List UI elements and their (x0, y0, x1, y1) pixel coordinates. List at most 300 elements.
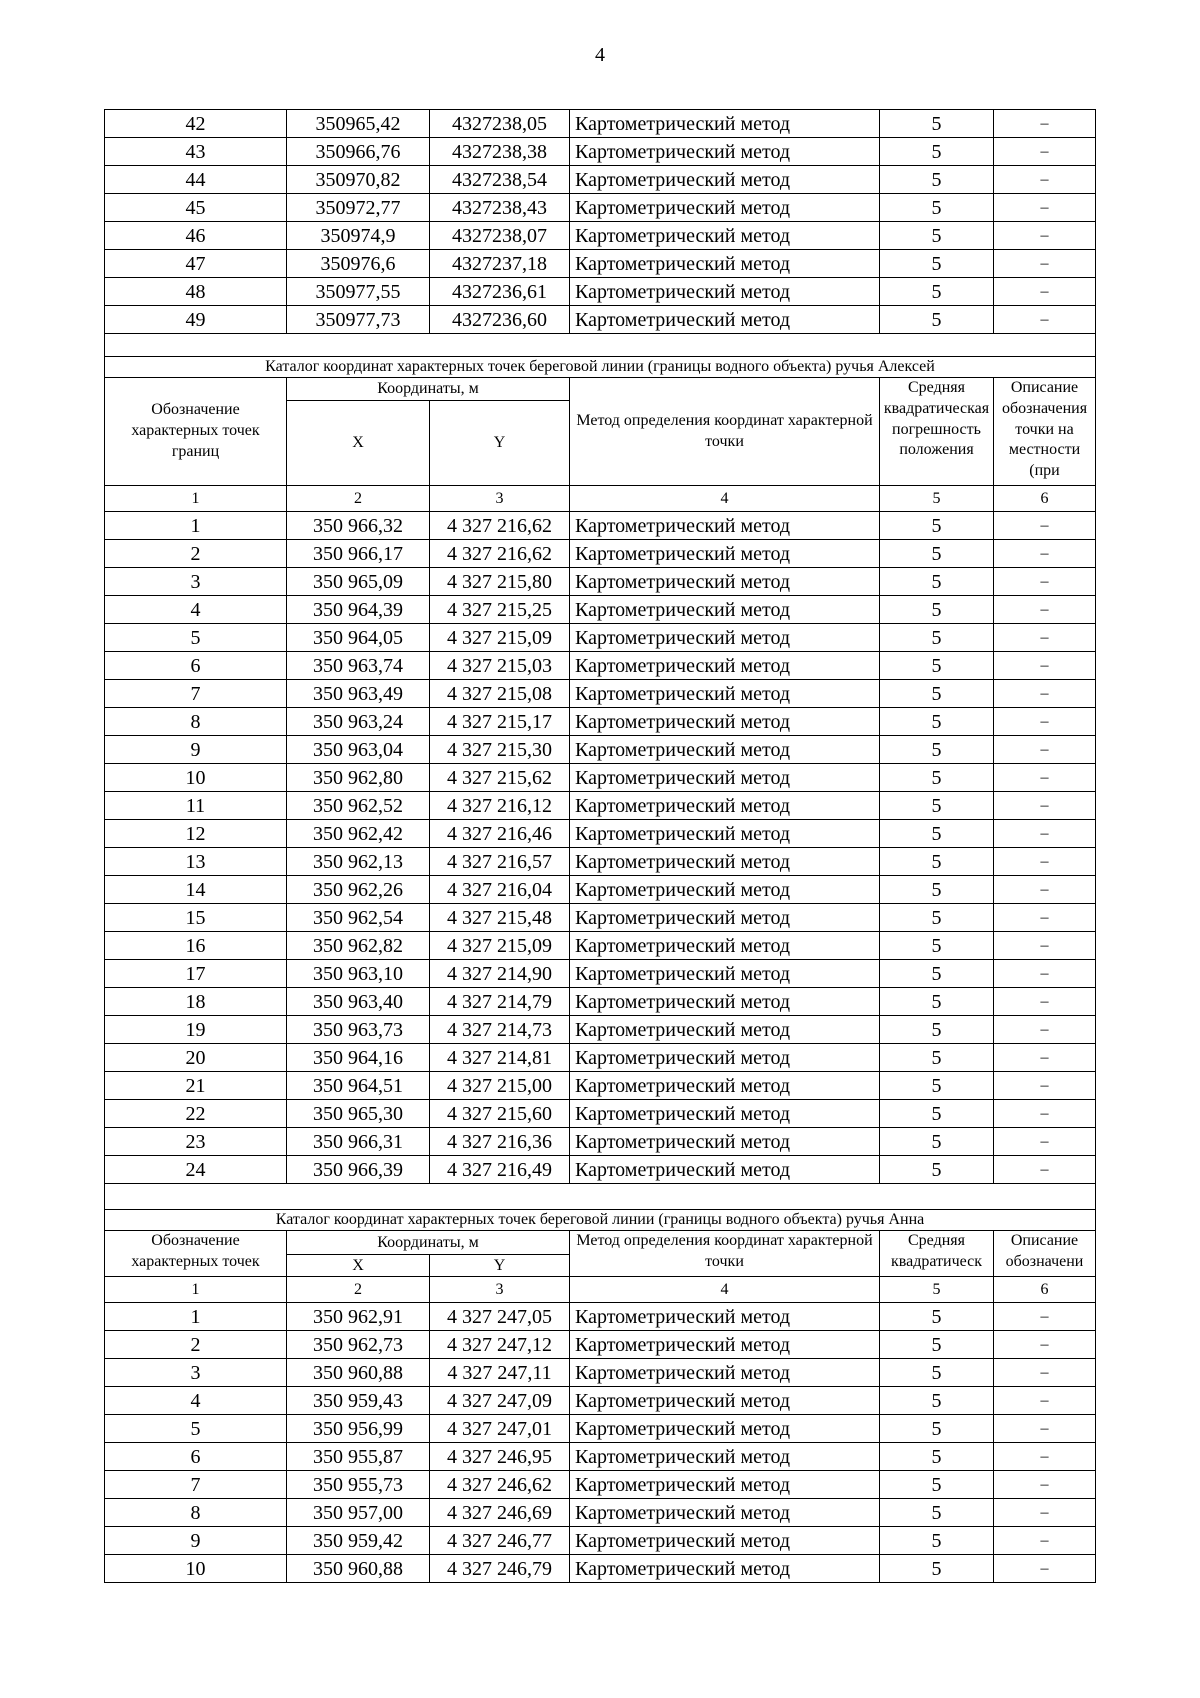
method: Картометрический метод (570, 568, 880, 596)
column-number-row (105, 486, 1096, 512)
section-title: Каталог координат характерных точек береговой линии (границы водного объекта) ручья Анна (105, 1210, 1096, 1231)
description: – (994, 110, 1096, 138)
point-number: 9 (105, 1527, 287, 1555)
table-row (105, 1100, 1096, 1128)
method: Картометрический метод (570, 540, 880, 568)
table-row (105, 960, 1096, 988)
point-number: 1 (105, 512, 287, 540)
error-value: 5 (880, 876, 994, 904)
coord-y: 4 327 247,09 (430, 1387, 570, 1415)
method: Картометрический метод (570, 1443, 880, 1471)
description: – (994, 792, 1096, 820)
coord-y: 4 327 215,30 (430, 736, 570, 764)
table-row (105, 876, 1096, 904)
page-number: 4 (595, 44, 605, 66)
coord-y: 4 327 246,69 (430, 1499, 570, 1527)
coord-x: 350 966,31 (287, 1128, 430, 1156)
coord-x: 350 966,17 (287, 540, 430, 568)
coord-x: 350 960,88 (287, 1555, 430, 1583)
coord-y: 4 327 246,77 (430, 1527, 570, 1555)
method: Картометрический метод (570, 680, 880, 708)
coord-y: 4327236,61 (430, 278, 570, 306)
point-number: 46 (105, 222, 287, 250)
description: – (994, 1499, 1096, 1527)
method: Картометрический метод (570, 110, 880, 138)
coord-y: 4 327 215,17 (430, 708, 570, 736)
table-row (105, 1415, 1096, 1443)
table-row (105, 1156, 1096, 1184)
coord-x: 350 962,54 (287, 904, 430, 932)
coord-x: 350 957,00 (287, 1499, 430, 1527)
point-number: 45 (105, 194, 287, 222)
error-value: 5 (880, 1100, 994, 1128)
point-number: 2 (105, 540, 287, 568)
method: Картометрический метод (570, 764, 880, 792)
coord-x: 350 966,39 (287, 1156, 430, 1184)
coord-x: 350976,6 (287, 250, 430, 278)
table-row (105, 904, 1096, 932)
coord-x: 350 964,05 (287, 624, 430, 652)
point-number: 49 (105, 306, 287, 334)
header-designation: Обозначение характерных точек границ (105, 378, 287, 486)
method: Картометрический метод (570, 1387, 880, 1415)
coord-y: 4327238,07 (430, 222, 570, 250)
point-number: 3 (105, 568, 287, 596)
description: – (994, 960, 1096, 988)
coord-x: 350972,77 (287, 194, 430, 222)
method: Картометрический метод (570, 194, 880, 222)
coord-y: 4 327 215,25 (430, 596, 570, 624)
coord-x: 350974,9 (287, 222, 430, 250)
table-row (105, 1387, 1096, 1415)
coord-y: 4 327 214,90 (430, 960, 570, 988)
coord-y: 4 327 247,01 (430, 1415, 570, 1443)
method: Картометрический метод (570, 1044, 880, 1072)
point-number: 24 (105, 1156, 287, 1184)
error-value: 5 (880, 1072, 994, 1100)
table-row (105, 1072, 1096, 1100)
method: Картометрический метод (570, 820, 880, 848)
coord-y: 4 327 246,79 (430, 1555, 570, 1583)
error-value: 5 (880, 568, 994, 596)
point-number: 17 (105, 960, 287, 988)
coord-y: 4 327 247,11 (430, 1359, 570, 1387)
header-y: Y (430, 401, 570, 486)
point-number: 1 (105, 1303, 287, 1331)
header-row (105, 1231, 1096, 1255)
coord-x: 350 963,24 (287, 708, 430, 736)
coord-y: 4 327 216,46 (430, 820, 570, 848)
table-row (105, 1499, 1096, 1527)
method: Картометрический метод (570, 1527, 880, 1555)
error-value: 5 (880, 596, 994, 624)
error-value: 5 (880, 250, 994, 278)
point-number: 20 (105, 1044, 287, 1072)
point-number: 19 (105, 1016, 287, 1044)
error-value: 5 (880, 1471, 994, 1499)
coord-x: 350 962,52 (287, 792, 430, 820)
table-row (105, 596, 1096, 624)
description: – (994, 1072, 1096, 1100)
table-row (105, 306, 1096, 334)
coord-y: 4 327 247,05 (430, 1303, 570, 1331)
header-description: Описание обозначени (994, 1231, 1096, 1277)
method: Картометрический метод (570, 138, 880, 166)
column-number: 6 (994, 486, 1096, 512)
error-value: 5 (880, 1499, 994, 1527)
coord-y: 4327238,38 (430, 138, 570, 166)
point-number: 15 (105, 904, 287, 932)
coord-x: 350 962,26 (287, 876, 430, 904)
description: – (994, 708, 1096, 736)
point-number: 5 (105, 624, 287, 652)
method: Картометрический метод (570, 1072, 880, 1100)
point-number: 7 (105, 1471, 287, 1499)
point-number: 4 (105, 596, 287, 624)
column-number: 1 (105, 1277, 287, 1303)
table-row (105, 568, 1096, 596)
description: – (994, 278, 1096, 306)
coord-x: 350 962,13 (287, 848, 430, 876)
error-value: 5 (880, 764, 994, 792)
column-number: 4 (570, 486, 880, 512)
header-x: X (287, 1255, 430, 1277)
point-number: 10 (105, 764, 287, 792)
coord-x: 350 955,87 (287, 1443, 430, 1471)
point-number: 6 (105, 1443, 287, 1471)
method: Картометрический метод (570, 988, 880, 1016)
coord-x: 350965,42 (287, 110, 430, 138)
error-value: 5 (880, 848, 994, 876)
header-error: Средняя квадратическая погрешность положения (880, 378, 994, 486)
method: Картометрический метод (570, 1471, 880, 1499)
description: – (994, 1044, 1096, 1072)
description: – (994, 596, 1096, 624)
description: – (994, 988, 1096, 1016)
method: Картометрический метод (570, 278, 880, 306)
coord-y: 4 327 214,73 (430, 1016, 570, 1044)
column-number-row (105, 1277, 1096, 1303)
error-value: 5 (880, 1128, 994, 1156)
coord-y: 4 327 216,12 (430, 792, 570, 820)
coord-x: 350 963,04 (287, 736, 430, 764)
description: – (994, 820, 1096, 848)
description: – (994, 1387, 1096, 1415)
description: – (994, 848, 1096, 876)
method: Картометрический метод (570, 1303, 880, 1331)
column-number: 1 (105, 486, 287, 512)
point-number: 14 (105, 876, 287, 904)
method: Картометрический метод (570, 1499, 880, 1527)
method: Картометрический метод (570, 904, 880, 932)
table-row (105, 110, 1096, 138)
coord-y: 4 327 215,08 (430, 680, 570, 708)
coord-x: 350 964,16 (287, 1044, 430, 1072)
description: – (994, 512, 1096, 540)
point-number: 48 (105, 278, 287, 306)
error-value: 5 (880, 138, 994, 166)
table-row (105, 278, 1096, 306)
header-method: Метод определения координат характерной точки (570, 378, 880, 486)
table-row (105, 540, 1096, 568)
coord-x: 350 962,73 (287, 1331, 430, 1359)
coord-x: 350966,76 (287, 138, 430, 166)
description: – (994, 1128, 1096, 1156)
header-description: Описание обозначения точки на местности (при (994, 378, 1096, 486)
table-row (105, 680, 1096, 708)
error-value: 5 (880, 736, 994, 764)
point-number: 9 (105, 736, 287, 764)
coord-y: 4 327 215,80 (430, 568, 570, 596)
error-value: 5 (880, 1555, 994, 1583)
description: – (994, 736, 1096, 764)
method: Картометрический метод (570, 512, 880, 540)
method: Картометрический метод (570, 708, 880, 736)
section-title-row (105, 357, 1096, 378)
table-row (105, 1359, 1096, 1387)
table-row (105, 652, 1096, 680)
description: – (994, 876, 1096, 904)
coord-x: 350 959,42 (287, 1527, 430, 1555)
header-coordinates: Координаты, м (287, 1231, 570, 1255)
coord-y: 4327236,60 (430, 306, 570, 334)
column-number: 5 (880, 1277, 994, 1303)
method: Картометрический метод (570, 222, 880, 250)
coord-x: 350 963,73 (287, 1016, 430, 1044)
coord-x: 350 962,82 (287, 932, 430, 960)
coord-y: 4327238,54 (430, 166, 570, 194)
description: – (994, 306, 1096, 334)
point-number: 18 (105, 988, 287, 1016)
error-value: 5 (880, 1443, 994, 1471)
coord-y: 4327238,05 (430, 110, 570, 138)
header-method: Метод определения координат характерной точки (570, 1231, 880, 1277)
header-y: Y (430, 1255, 570, 1277)
coord-x: 350 965,30 (287, 1100, 430, 1128)
header-coordinates: Координаты, м (287, 378, 570, 401)
section-title-row (105, 1210, 1096, 1231)
point-number: 6 (105, 652, 287, 680)
description: – (994, 1331, 1096, 1359)
table-row (105, 1555, 1096, 1583)
error-value: 5 (880, 988, 994, 1016)
method: Картометрический метод (570, 306, 880, 334)
table-row (105, 988, 1096, 1016)
error-value: 5 (880, 820, 994, 848)
error-value: 5 (880, 624, 994, 652)
spacer-row (105, 1184, 1096, 1210)
coord-x: 350 964,51 (287, 1072, 430, 1100)
table-row (105, 792, 1096, 820)
description: – (994, 932, 1096, 960)
error-value: 5 (880, 166, 994, 194)
table-row (105, 194, 1096, 222)
column-number: 6 (994, 1277, 1096, 1303)
point-number: 10 (105, 1555, 287, 1583)
coord-y: 4327238,43 (430, 194, 570, 222)
method: Картометрический метод (570, 960, 880, 988)
table-row (105, 1443, 1096, 1471)
method: Картометрический метод (570, 166, 880, 194)
method: Картометрический метод (570, 1016, 880, 1044)
description: – (994, 194, 1096, 222)
table-row (105, 1331, 1096, 1359)
description: – (994, 1471, 1096, 1499)
error-value: 5 (880, 194, 994, 222)
point-number: 22 (105, 1100, 287, 1128)
description: – (994, 1016, 1096, 1044)
point-number: 7 (105, 680, 287, 708)
table-row (105, 138, 1096, 166)
coord-y: 4 327 215,09 (430, 624, 570, 652)
coord-y: 4 327 247,12 (430, 1331, 570, 1359)
coordinates-table (104, 109, 1096, 1583)
error-value: 5 (880, 932, 994, 960)
coord-y: 4 327 215,60 (430, 1100, 570, 1128)
coord-x: 350 956,99 (287, 1415, 430, 1443)
coord-y: 4 327 215,48 (430, 904, 570, 932)
error-value: 5 (880, 680, 994, 708)
section-title: Каталог координат характерных точек береговой линии (границы водного объекта) ручья Алексей (105, 357, 1096, 378)
error-value: 5 (880, 792, 994, 820)
table-row (105, 624, 1096, 652)
description: – (994, 1156, 1096, 1184)
table-row (105, 1016, 1096, 1044)
description: – (994, 166, 1096, 194)
method: Картометрический метод (570, 736, 880, 764)
column-number: 2 (287, 1277, 430, 1303)
header-error: Средняя квадратическ (880, 1231, 994, 1277)
table-row (105, 736, 1096, 764)
description: – (994, 624, 1096, 652)
error-value: 5 (880, 512, 994, 540)
point-number: 16 (105, 932, 287, 960)
method: Картометрический метод (570, 624, 880, 652)
coord-x: 350 960,88 (287, 1359, 430, 1387)
coord-x: 350 963,10 (287, 960, 430, 988)
table-row (105, 166, 1096, 194)
header-designation: Обозначение характерных точек (105, 1231, 287, 1277)
description: – (994, 764, 1096, 792)
table-row (105, 820, 1096, 848)
method: Картометрический метод (570, 652, 880, 680)
description: – (994, 1303, 1096, 1331)
error-value: 5 (880, 110, 994, 138)
table-row (105, 932, 1096, 960)
coord-y: 4 327 216,04 (430, 876, 570, 904)
coord-y: 4 327 215,03 (430, 652, 570, 680)
point-number: 8 (105, 708, 287, 736)
coord-x: 350 966,32 (287, 512, 430, 540)
method: Картометрический метод (570, 250, 880, 278)
error-value: 5 (880, 1331, 994, 1359)
table-row (105, 512, 1096, 540)
coord-x: 350 965,09 (287, 568, 430, 596)
description: – (994, 1359, 1096, 1387)
description: – (994, 540, 1096, 568)
coord-x: 350 963,49 (287, 680, 430, 708)
method: Картометрический метод (570, 1555, 880, 1583)
column-number: 5 (880, 486, 994, 512)
table-row (105, 848, 1096, 876)
coord-y: 4 327 215,09 (430, 932, 570, 960)
point-number: 3 (105, 1359, 287, 1387)
coord-y: 4327237,18 (430, 250, 570, 278)
table-row (105, 1128, 1096, 1156)
description: – (994, 652, 1096, 680)
point-number: 2 (105, 1331, 287, 1359)
coord-x: 350 955,73 (287, 1471, 430, 1499)
error-value: 5 (880, 1415, 994, 1443)
column-number: 3 (430, 486, 570, 512)
coord-x: 350 959,43 (287, 1387, 430, 1415)
method: Картометрический метод (570, 848, 880, 876)
method: Картометрический метод (570, 1100, 880, 1128)
table-row (105, 1044, 1096, 1072)
method: Картометрический метод (570, 596, 880, 624)
coord-y: 4 327 246,95 (430, 1443, 570, 1471)
description: – (994, 1527, 1096, 1555)
table-row (105, 708, 1096, 736)
coord-x: 350 963,40 (287, 988, 430, 1016)
coord-x: 350 962,42 (287, 820, 430, 848)
coord-y: 4 327 216,49 (430, 1156, 570, 1184)
method: Картометрический метод (570, 1128, 880, 1156)
error-value: 5 (880, 1156, 994, 1184)
description: – (994, 568, 1096, 596)
column-number: 4 (570, 1277, 880, 1303)
coord-x: 350970,82 (287, 166, 430, 194)
point-number: 5 (105, 1415, 287, 1443)
point-number: 42 (105, 110, 287, 138)
description: – (994, 1100, 1096, 1128)
method: Картометрический метод (570, 1359, 880, 1387)
description: – (994, 138, 1096, 166)
coord-x: 350 964,39 (287, 596, 430, 624)
coord-y: 4 327 216,36 (430, 1128, 570, 1156)
point-number: 43 (105, 138, 287, 166)
point-number: 13 (105, 848, 287, 876)
coord-y: 4 327 216,57 (430, 848, 570, 876)
error-value: 5 (880, 1016, 994, 1044)
description: – (994, 1443, 1096, 1471)
point-number: 11 (105, 792, 287, 820)
coord-x: 350977,73 (287, 306, 430, 334)
error-value: 5 (880, 306, 994, 334)
coord-x: 350 962,80 (287, 764, 430, 792)
error-value: 5 (880, 708, 994, 736)
table-row (105, 250, 1096, 278)
error-value: 5 (880, 1044, 994, 1072)
header-row (105, 378, 1096, 401)
description: – (994, 904, 1096, 932)
error-value: 5 (880, 278, 994, 306)
description: – (994, 1415, 1096, 1443)
coord-y: 4 327 246,62 (430, 1471, 570, 1499)
description: – (994, 250, 1096, 278)
method: Картометрический метод (570, 792, 880, 820)
coord-x: 350977,55 (287, 278, 430, 306)
error-value: 5 (880, 1303, 994, 1331)
error-value: 5 (880, 1359, 994, 1387)
error-value: 5 (880, 540, 994, 568)
header-x: X (287, 401, 430, 486)
point-number: 44 (105, 166, 287, 194)
column-number: 2 (287, 486, 430, 512)
table-row (105, 1303, 1096, 1331)
error-value: 5 (880, 904, 994, 932)
error-value: 5 (880, 1387, 994, 1415)
